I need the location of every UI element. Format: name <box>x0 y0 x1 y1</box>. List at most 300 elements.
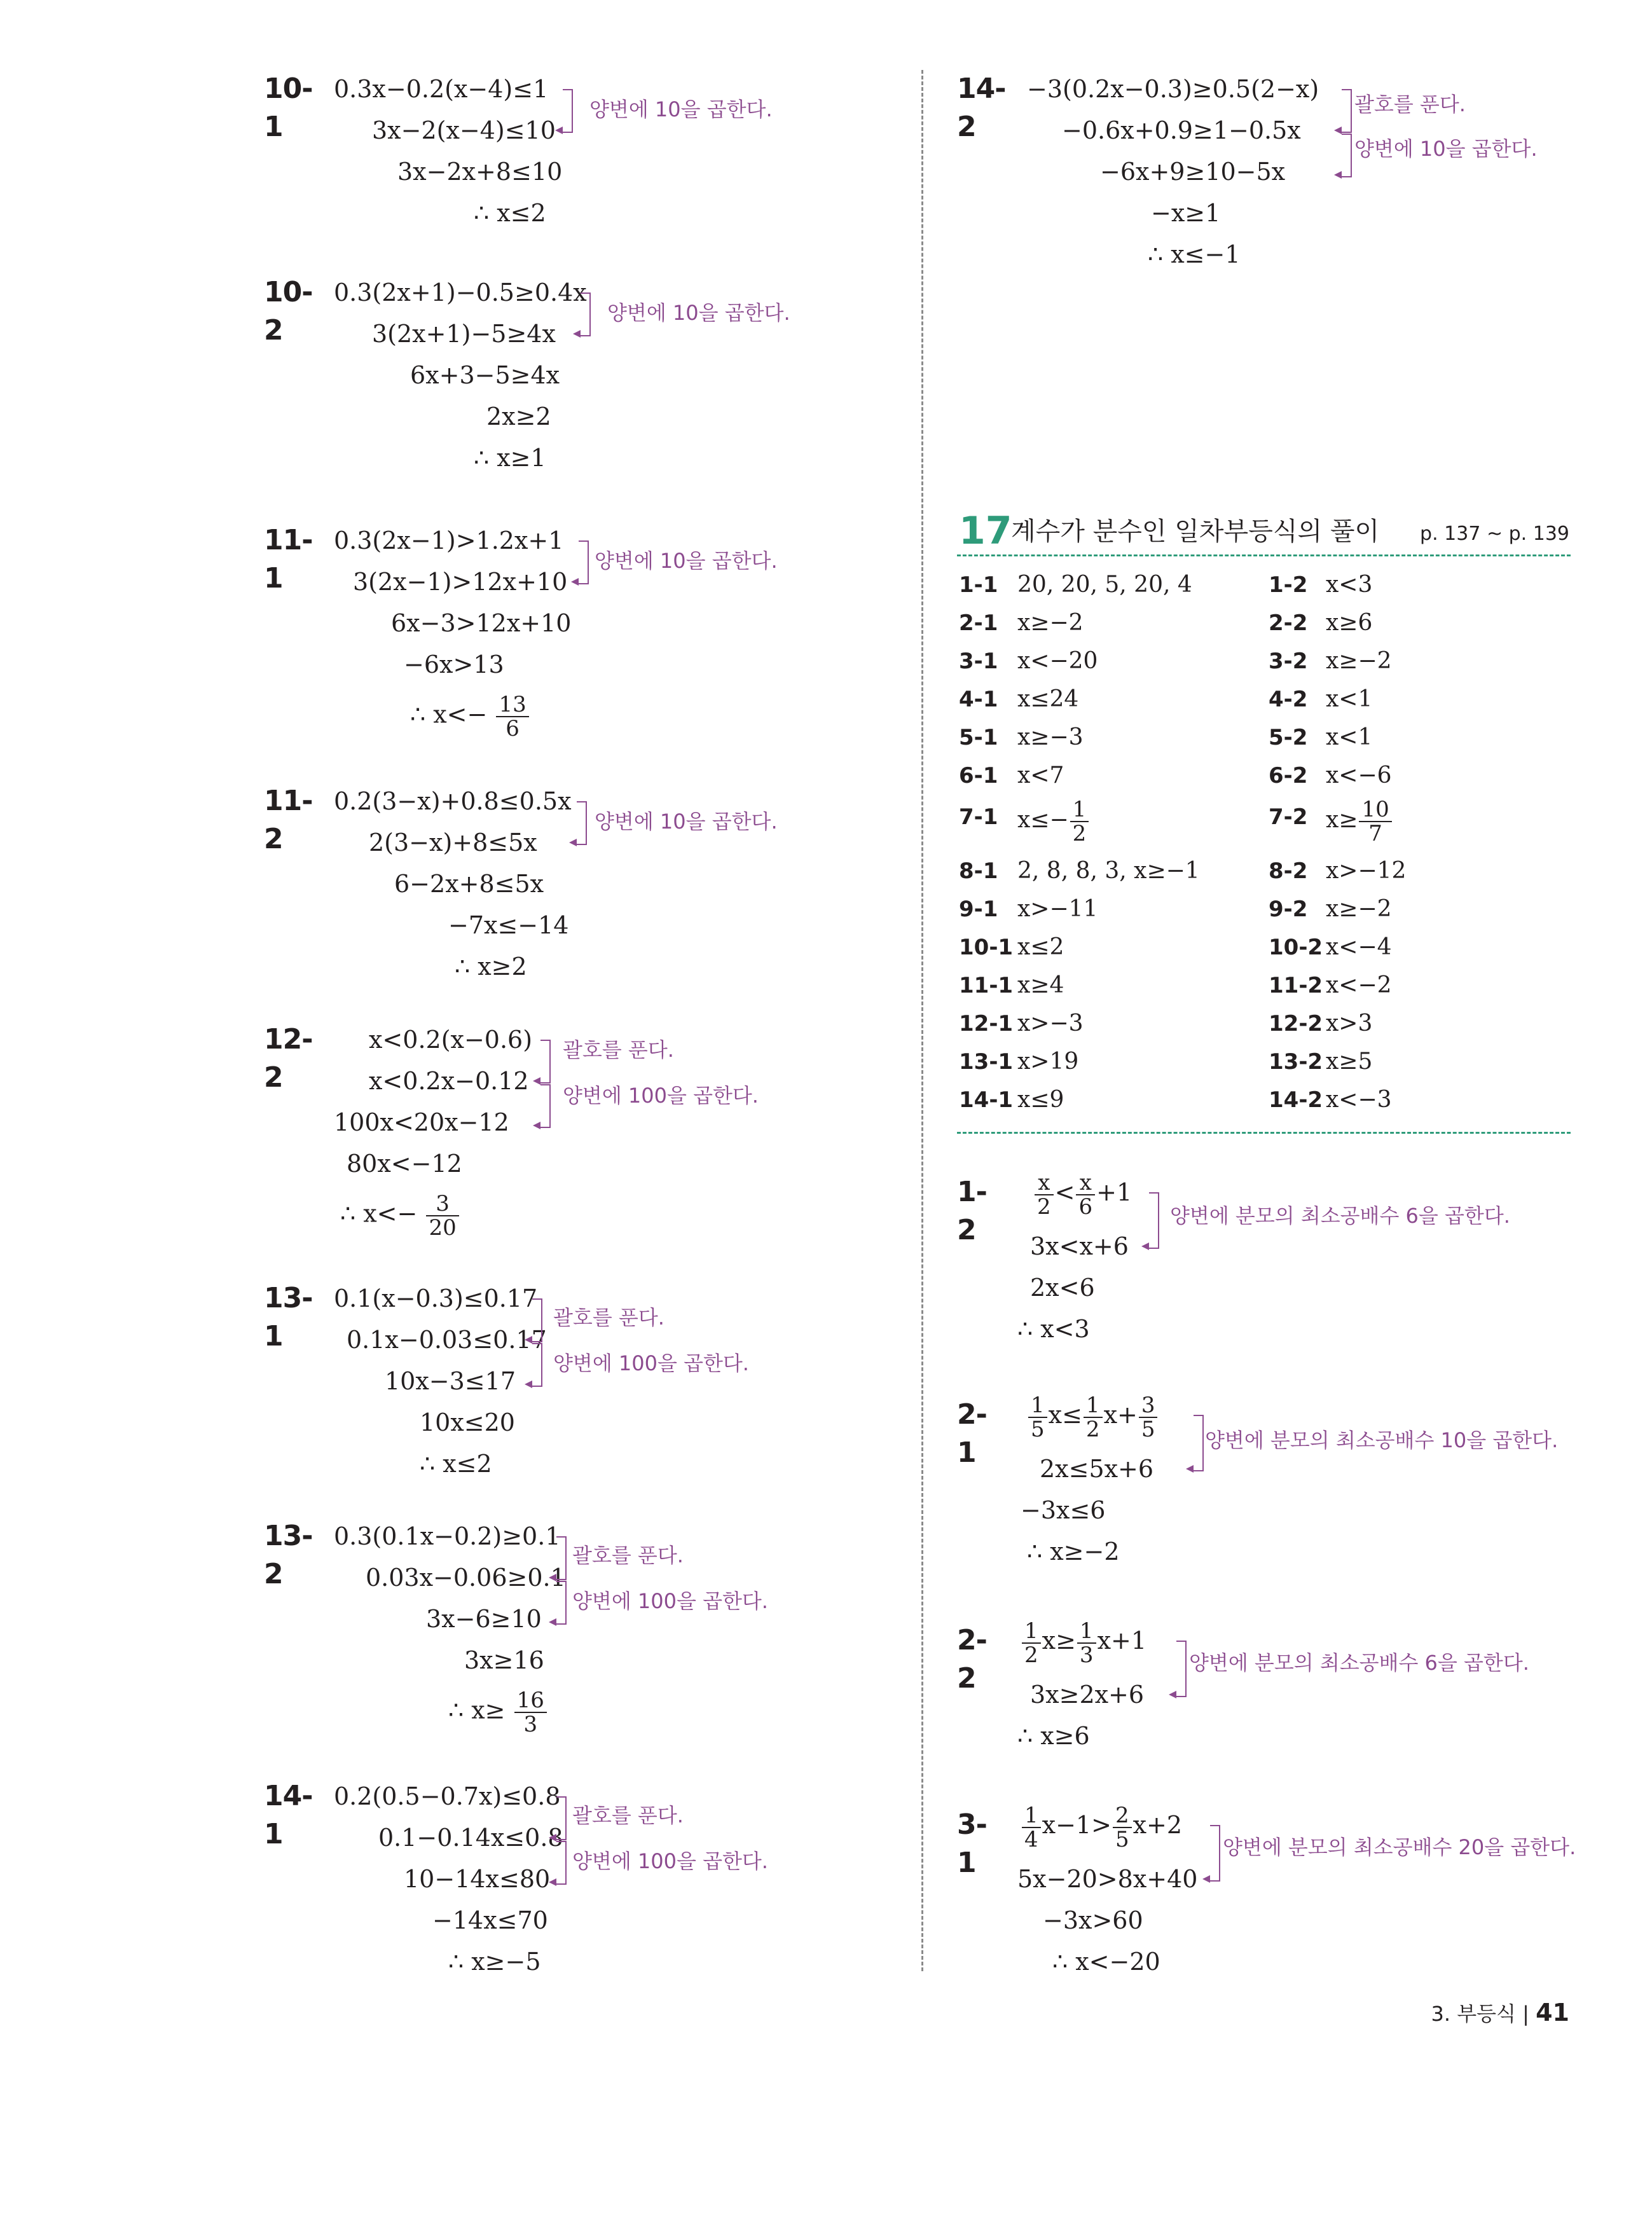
answer-label-text: 11-1 <box>959 973 1014 998</box>
numerator: 1 <box>1070 798 1089 822</box>
step-2: 2x≤5x+6 <box>1040 1455 1154 1483</box>
answer-value-text: x>19 <box>1017 1049 1079 1075</box>
operator: x−1> <box>1042 1811 1112 1839</box>
arrow-icon <box>555 127 563 134</box>
answer-value-text: x>−3 <box>1017 1010 1084 1036</box>
note-1: 양변에 10을 곱한다. <box>607 301 790 325</box>
numerator: x <box>1035 1171 1054 1195</box>
operator: x≤ <box>1048 1401 1082 1429</box>
step-1: 0.3(2x−1)>1.2x+1 <box>334 527 564 554</box>
answer-value <box>1017 642 1098 680</box>
arrow-icon <box>525 1336 532 1344</box>
answer-label-text: 2-1 <box>959 610 998 636</box>
note-1: 양변에 10을 곱한다. <box>595 549 778 573</box>
answer-label-text: 8-2 <box>1269 858 1308 884</box>
arrow-icon <box>1334 171 1342 179</box>
numerator: 16 <box>514 1689 547 1713</box>
step-4: ∴ x≥−2 <box>1027 1538 1120 1566</box>
answer-value-text: x≥−2 <box>1326 648 1392 674</box>
note-2: 양변에 10을 곱한다. <box>1354 137 1538 161</box>
answer-label-text: 2-2 <box>1269 610 1308 636</box>
fraction <box>1077 1620 1096 1667</box>
answer-value-text: x≤2 <box>1017 934 1064 960</box>
answer-label <box>1269 719 1307 757</box>
fraction <box>1139 1394 1158 1441</box>
column-divider <box>921 70 923 1971</box>
note-bracket-2 <box>540 1084 551 1128</box>
note-bracket <box>1194 1415 1204 1471</box>
step-2: 3x<x+6 <box>1030 1232 1129 1260</box>
problem-label: 13-2 <box>264 1520 313 1590</box>
answer-label-text: 7-2 <box>1269 804 1308 830</box>
answer-label-text: 6-2 <box>1269 763 1308 788</box>
note-bracket <box>581 293 591 336</box>
answer-label-text: 8-1 <box>959 858 998 884</box>
step-2: 3x−2(x−4)≤10 <box>372 116 556 144</box>
arrow-icon <box>549 1878 556 1886</box>
step-3: ∴ x≥6 <box>1017 1722 1090 1750</box>
answer-label <box>1269 1005 1323 1043</box>
numerator: 1 <box>1022 1804 1041 1828</box>
step-5 <box>340 1192 460 1239</box>
arrow-icon <box>571 578 579 586</box>
answer-label-text: 4-2 <box>1269 687 1308 712</box>
step-1: 0.2(3−x)+0.8≤0.5x <box>334 787 572 815</box>
step-4: −14x≤70 <box>432 1906 548 1934</box>
arrow-icon <box>549 1834 556 1841</box>
step-1: −3(0.2x−0.3)≥0.5(2−x) <box>1027 75 1319 103</box>
note-bracket-2 <box>556 1581 567 1625</box>
note-2: 양변에 100을 곱한다. <box>563 1084 759 1108</box>
step-1 <box>1021 1612 1146 1669</box>
step-1 <box>1021 1796 1182 1854</box>
fraction <box>426 1192 458 1239</box>
answer-value <box>1326 642 1392 680</box>
note-bracket-1 <box>1342 89 1352 133</box>
answer-label-text: 12-1 <box>959 1011 1014 1036</box>
answer-value <box>1017 604 1084 642</box>
fraction <box>496 693 528 740</box>
answer-value <box>1017 1043 1078 1081</box>
answer-value-text: x≥ <box>1326 807 1358 833</box>
step-5 <box>410 693 530 740</box>
answer-label-text: 14-2 <box>1269 1087 1323 1113</box>
step-4: 3x≥16 <box>464 1646 544 1674</box>
answer-label-text: 12-2 <box>1269 1011 1323 1036</box>
denominator: 6 <box>1078 1194 1093 1220</box>
note-1: 괄호를 푼다. <box>572 1543 684 1567</box>
arrow-icon <box>549 1574 556 1581</box>
numerator: 1 <box>1077 1620 1096 1644</box>
note-1: 양변에 10을 곱한다. <box>589 97 773 121</box>
answer-value-text: x≥−3 <box>1017 724 1084 750</box>
answer-value-text: x≤9 <box>1017 1087 1064 1113</box>
answer-label-text: 10-2 <box>1269 935 1323 960</box>
tail: x+2 <box>1132 1811 1183 1839</box>
answer-label <box>959 798 998 836</box>
answer-label <box>959 890 998 928</box>
step-5: ∴ x≤2 <box>420 1450 492 1478</box>
arrow-icon <box>569 839 577 846</box>
note-bracket-1 <box>556 1796 567 1840</box>
answer-value <box>1326 719 1372 757</box>
step-4: 10x≤20 <box>420 1408 515 1436</box>
step-2: 3(2x−1)>12x+10 <box>353 568 568 596</box>
answer-value-text: x<1 <box>1326 686 1373 712</box>
arrow-icon <box>1169 1691 1176 1698</box>
divider-bottom <box>957 1132 1571 1134</box>
note-1: 괄호를 푼다. <box>1354 92 1466 116</box>
note-bracket <box>1210 1825 1220 1882</box>
answer-label <box>959 642 998 680</box>
numerator: 1 <box>1084 1394 1103 1418</box>
answer-label-text: 7-1 <box>959 804 998 830</box>
fraction <box>1359 798 1391 845</box>
answer-value-text: x≥6 <box>1326 610 1373 636</box>
answer-value <box>1326 566 1372 604</box>
step-3: 3x−2x+8≤10 <box>397 158 563 186</box>
answer-label <box>959 852 998 890</box>
problem-label: 2-2 <box>957 1624 987 1695</box>
problem-label: 11-1 <box>264 524 313 595</box>
answer-label-text: 1-2 <box>1269 572 1308 598</box>
answer-value-text: x<−2 <box>1326 972 1392 998</box>
answer-value-text: 2, 8, 8, 3, x≥−1 <box>1017 858 1200 884</box>
section-pages: p. 137 ~ p. 139 <box>1420 523 1569 545</box>
answer-label-text: 4-1 <box>959 687 998 712</box>
answer-label <box>959 757 998 795</box>
fraction <box>1028 1394 1047 1441</box>
step-1: 0.3x−0.2(x−4)≤1 <box>334 75 549 103</box>
answer-value <box>1326 680 1372 719</box>
answer-value-text: x<3 <box>1326 572 1373 598</box>
answer-value <box>1326 852 1406 890</box>
answer-value <box>1017 757 1064 795</box>
operator: x≥ <box>1042 1627 1076 1655</box>
step-4: −x≥1 <box>1151 199 1221 227</box>
step-2: 3(2x+1)−5≥4x <box>372 320 556 348</box>
step-3: 6−2x+8≤5x <box>394 870 544 898</box>
problem-label: 3-1 <box>957 1808 987 1879</box>
note-1: 양변에 분모의 최소공배수 6을 곱한다. <box>1189 1651 1529 1675</box>
answer-value <box>1017 890 1098 928</box>
answer-label-text: 13-2 <box>1269 1049 1323 1075</box>
note-bracket-1 <box>532 1298 542 1342</box>
step-3: 6x+3−5≥4x <box>410 361 560 389</box>
note-1: 괄호를 푼다. <box>563 1038 674 1062</box>
step-1: 0.1(x−0.3)≤0.17 <box>334 1284 538 1312</box>
answer-label <box>959 1005 1013 1043</box>
problem-label: 1-2 <box>957 1176 987 1246</box>
step-5: ∴ x≥2 <box>455 953 527 981</box>
answer-value-text: x>3 <box>1326 1010 1373 1036</box>
step-2: x<0.2x−0.12 <box>369 1067 529 1095</box>
answer-label <box>1269 1081 1323 1119</box>
step-3: 3x−6≥10 <box>426 1605 542 1633</box>
answer-label <box>1269 967 1323 1005</box>
step-1: 0.3(2x+1)−0.5≥0.4x <box>334 279 587 306</box>
step-3: −3x>60 <box>1043 1906 1143 1934</box>
denominator: 5 <box>1141 1416 1155 1442</box>
step-1: 0.3(0.1x−0.2)≥0.1 <box>334 1522 561 1550</box>
numerator: x <box>1076 1171 1095 1195</box>
answer-label <box>1269 566 1307 604</box>
denominator: 3 <box>1079 1642 1094 1668</box>
problem-label: 13-1 <box>264 1282 313 1352</box>
answer-label-text: 3-1 <box>959 649 998 674</box>
answer-label-text: 14-1 <box>959 1087 1014 1113</box>
footer-separator: | <box>1522 2002 1536 2026</box>
fraction <box>1022 1804 1041 1851</box>
step-3: 100x<20x−12 <box>334 1108 509 1136</box>
answer-value-text: x≥−2 <box>1326 896 1392 922</box>
numerator: 1 <box>1028 1394 1047 1418</box>
answer-value <box>1326 1043 1372 1081</box>
numerator: 13 <box>496 693 528 717</box>
answer-label <box>959 719 998 757</box>
answer-value-text: x>−12 <box>1326 858 1407 884</box>
note-bracket-1 <box>556 1536 567 1580</box>
note-1: 양변에 분모의 최소공배수 6을 곱한다. <box>1170 1204 1510 1228</box>
step-4: −7x≤−14 <box>448 911 569 939</box>
section-title: 계수가 분수인 일차부등식의 풀이 <box>1011 517 1380 546</box>
step-4: 2x≥2 <box>486 403 551 430</box>
answer-value <box>1326 890 1392 928</box>
answer-value <box>1326 1081 1392 1119</box>
step-3: 10x−3≤17 <box>385 1367 516 1395</box>
note-1: 괄호를 푼다. <box>572 1803 684 1827</box>
note-2: 양변에 100을 곱한다. <box>572 1589 768 1613</box>
step-1: 0.2(0.5−0.7x)≤0.8 <box>334 1782 561 1810</box>
answer-value-text: x<7 <box>1017 762 1064 788</box>
note-bracket-2 <box>556 1841 567 1885</box>
denominator: 7 <box>1368 821 1382 846</box>
arrow-icon <box>533 1122 540 1129</box>
note-bracket <box>1149 1192 1159 1249</box>
denominator: 6 <box>506 716 520 741</box>
answer-value <box>1326 604 1372 642</box>
step-3: −3x≤6 <box>1021 1496 1106 1524</box>
note-2: 양변에 100을 곱한다. <box>572 1849 768 1873</box>
arrow-icon <box>1141 1242 1149 1250</box>
operator: < <box>1054 1178 1075 1206</box>
answer-label-text: 6-1 <box>959 763 998 788</box>
note-bracket-1 <box>540 1040 551 1084</box>
step-2: 0.1x−0.03≤0.17 <box>347 1326 547 1354</box>
answer-value-text: x<−6 <box>1326 762 1392 788</box>
chapter-name: 3. 부등식 <box>1431 2002 1516 2026</box>
step-4: 80x<−12 <box>347 1150 462 1178</box>
answer-label <box>1269 928 1323 967</box>
note-bracket <box>577 801 587 845</box>
arrow-icon <box>1334 127 1342 134</box>
answer-label-text: 5-1 <box>959 725 998 750</box>
answer-label <box>959 1043 1013 1081</box>
numerator: 3 <box>1139 1394 1158 1418</box>
answer-label <box>1269 890 1307 928</box>
answer-label-text: 9-2 <box>1269 897 1308 922</box>
denominator: 5 <box>1115 1826 1129 1852</box>
answer-value <box>1326 757 1392 795</box>
answer-value-text: x≥−2 <box>1017 610 1084 636</box>
step-5: ∴ x≥1 <box>474 444 546 472</box>
answer-label <box>959 928 1013 967</box>
fraction <box>1084 1394 1103 1441</box>
problem-label: 12-2 <box>264 1023 313 1094</box>
problem-label: 10-1 <box>264 72 313 143</box>
note-bracket <box>1176 1641 1187 1697</box>
step-4: ∴ x<3 <box>1017 1315 1090 1343</box>
answer-value-text: x≤− <box>1017 807 1069 833</box>
answer-value <box>1017 1005 1084 1043</box>
step-3: −6x+9≥10−5x <box>1100 158 1286 186</box>
operator: x+ <box>1103 1401 1138 1429</box>
fraction <box>1070 798 1089 845</box>
answer-label <box>959 1081 1013 1119</box>
denominator: 2 <box>1085 1416 1100 1442</box>
answer-value <box>1326 967 1392 1005</box>
note-bracket <box>563 89 573 133</box>
answer-value-text: x<−4 <box>1326 934 1392 960</box>
arrow-icon <box>1202 1875 1210 1883</box>
problem-label: 14-2 <box>957 72 1006 143</box>
answer-label <box>959 967 1013 1005</box>
tail: x+1 <box>1097 1627 1147 1655</box>
step-2: 2(3−x)+8≤5x <box>369 829 537 857</box>
fraction <box>514 1689 547 1736</box>
step-5-text: ∴ x<− <box>410 700 488 729</box>
answer-label <box>959 604 998 642</box>
note-1: 양변에 분모의 최소공배수 10을 곱한다. <box>1205 1428 1559 1452</box>
answer-label <box>1269 1043 1323 1081</box>
denominator: 20 <box>429 1215 457 1241</box>
arrow-icon <box>533 1077 540 1085</box>
step-5: ∴ x≥−5 <box>448 1948 541 1976</box>
step-4: ∴ x<−20 <box>1052 1948 1160 1976</box>
answer-value-text: x<1 <box>1326 724 1373 750</box>
tail: +1 <box>1096 1178 1132 1206</box>
note-1: 양변에 분모의 최소공배수 20을 곱한다. <box>1223 1835 1576 1859</box>
note-2: 양변에 100을 곱한다. <box>553 1351 749 1375</box>
answer-value-text: x≥4 <box>1017 972 1064 998</box>
arrow-icon <box>525 1380 532 1388</box>
problem-label: 10-2 <box>264 276 313 347</box>
arrow-icon <box>549 1618 556 1626</box>
answer-value-text: x≤24 <box>1017 686 1079 712</box>
answer-value <box>1326 798 1393 845</box>
answer-label-text: 11-2 <box>1269 973 1323 998</box>
numerator: 1 <box>1022 1620 1041 1644</box>
note-1: 양변에 10을 곱한다. <box>595 809 778 834</box>
answer-value <box>1017 680 1078 719</box>
step-5: ∴ x≤−1 <box>1148 240 1241 268</box>
denominator: 2 <box>1037 1194 1051 1220</box>
step-5-text: ∴ x≥ <box>448 1696 506 1724</box>
denominator: 3 <box>523 1712 538 1737</box>
page-footer <box>1431 1997 1569 2030</box>
answer-label <box>959 680 998 719</box>
denominator: 5 <box>1031 1416 1045 1442</box>
answer-value <box>1326 928 1392 967</box>
fraction <box>1076 1171 1095 1218</box>
arrow-icon <box>573 330 581 338</box>
problem-label: 2-1 <box>957 1398 987 1469</box>
answer-value <box>1017 719 1084 757</box>
step-2: 0.03x−0.06≥0.1 <box>366 1564 566 1592</box>
answer-value-text: x≥5 <box>1326 1049 1373 1075</box>
arrow-icon <box>1186 1465 1194 1473</box>
answer-value <box>1017 566 1192 604</box>
fraction <box>1022 1620 1041 1667</box>
answer-label <box>959 566 998 604</box>
step-1 <box>1033 1164 1132 1221</box>
answer-value <box>1017 928 1064 967</box>
problem-label: 11-2 <box>264 785 313 855</box>
step-4: −6x>13 <box>404 650 504 678</box>
fraction <box>1035 1171 1054 1218</box>
divider-top <box>957 554 1571 556</box>
answer-value <box>1017 1081 1064 1119</box>
answer-label-text: 9-1 <box>959 897 998 922</box>
note-bracket-2 <box>1342 134 1352 177</box>
numerator: 10 <box>1359 798 1391 822</box>
answer-label <box>1269 757 1307 795</box>
answer-value <box>1017 852 1200 890</box>
answer-value <box>1017 798 1090 845</box>
answer-label <box>1269 852 1307 890</box>
note-bracket-2 <box>532 1343 542 1387</box>
step-2: 3x≥2x+6 <box>1030 1681 1145 1709</box>
numerator: 3 <box>426 1192 458 1216</box>
answer-label-text: 10-1 <box>959 935 1014 960</box>
answer-label <box>1269 642 1307 680</box>
note-1: 괄호를 푼다. <box>553 1305 664 1330</box>
step-1: x<0.2(x−0.6) <box>369 1026 533 1054</box>
answer-label <box>1269 798 1307 836</box>
denominator: 2 <box>1072 821 1087 846</box>
answer-label-text: 13-1 <box>959 1049 1014 1075</box>
note-bracket <box>579 540 589 584</box>
step-2: 5x−20>8x+40 <box>1017 1865 1198 1893</box>
denominator: 2 <box>1024 1642 1038 1668</box>
page-number: 41 <box>1536 1999 1569 2027</box>
answer-value-text: 20, 20, 5, 20, 4 <box>1017 572 1192 598</box>
section-number: 17 <box>959 509 1012 553</box>
denominator: 4 <box>1024 1826 1038 1852</box>
answer-value-text: x<−3 <box>1326 1087 1392 1113</box>
problem-label: 14-1 <box>264 1780 313 1850</box>
answer-value-text: x>−11 <box>1017 896 1098 922</box>
step-1 <box>1027 1386 1159 1443</box>
step-2: 0.1−0.14x≤0.8 <box>378 1824 563 1852</box>
answer-label-text: 3-2 <box>1269 649 1308 674</box>
answer-value <box>1017 967 1064 1005</box>
answer-label-text: 5-2 <box>1269 725 1308 750</box>
answer-value <box>1326 1005 1372 1043</box>
step-2: −0.6x+0.9≥1−0.5x <box>1062 116 1301 144</box>
answer-label-text: 1-1 <box>959 572 998 598</box>
answer-value-text: x<−20 <box>1017 648 1098 674</box>
step-4: ∴ x≤2 <box>474 199 546 227</box>
answer-label <box>1269 604 1307 642</box>
step-5 <box>448 1689 548 1736</box>
step-3: 6x−3>12x+10 <box>391 609 572 637</box>
fraction <box>1113 1804 1132 1851</box>
step-3: 10−14x≤80 <box>404 1865 551 1893</box>
numerator: 2 <box>1113 1804 1132 1828</box>
step-5-text: ∴ x<− <box>340 1199 418 1228</box>
step-3: 2x<6 <box>1030 1274 1095 1302</box>
